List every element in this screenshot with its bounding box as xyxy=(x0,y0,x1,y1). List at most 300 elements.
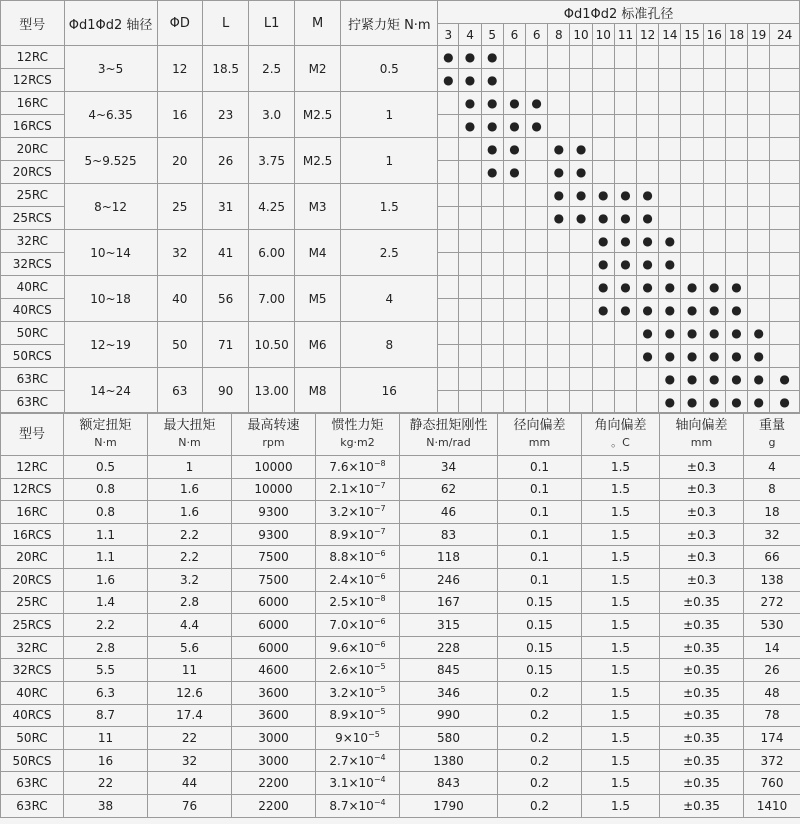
bore-dot-icon: ● xyxy=(659,391,681,414)
weight-cell: 32 xyxy=(744,523,800,546)
table-row xyxy=(1,659,800,682)
perf-header-unit: mm xyxy=(690,436,713,449)
bore-empty-cell xyxy=(592,322,614,345)
bore-dot-icon: ● xyxy=(481,46,503,69)
radial-cell: 0.1 xyxy=(498,501,582,524)
bore-size-10: 14 xyxy=(659,24,681,46)
max-cell: 17.4 xyxy=(148,704,232,727)
angular-cell: 1.5 xyxy=(582,614,660,637)
table-row xyxy=(1,636,800,659)
bore-dot-icon: ● xyxy=(481,115,503,138)
bore-empty-cell xyxy=(548,92,570,115)
bore-dot-icon: ● xyxy=(703,322,725,345)
spec-row xyxy=(1,322,800,345)
bore-empty-cell xyxy=(703,115,725,138)
radial-cell: 0.2 xyxy=(498,749,582,772)
weight-cell: 14 xyxy=(744,636,800,659)
max-cell: 32 xyxy=(148,749,232,772)
angular-cell: 1.5 xyxy=(582,568,660,591)
table-row xyxy=(1,456,800,479)
bore-empty-cell xyxy=(703,207,725,230)
rated-cell: 2.8 xyxy=(64,636,148,659)
bore-empty-cell xyxy=(503,69,525,92)
axial-cell: ±0.35 xyxy=(660,794,744,817)
table-row xyxy=(1,704,800,727)
bore-empty-cell xyxy=(548,46,570,69)
bore-empty-cell xyxy=(592,345,614,368)
inertia-exponent: −5 xyxy=(373,684,386,694)
speed-cell: 3600 xyxy=(232,681,316,704)
torque-cell: 1.5 xyxy=(341,184,438,230)
bore-dot-icon: ● xyxy=(503,161,525,184)
bore-empty-cell xyxy=(438,161,459,184)
inertia-exponent: −7 xyxy=(373,481,386,491)
bore-empty-cell xyxy=(725,92,747,115)
bore-empty-cell xyxy=(548,230,570,253)
max-cell: 12.6 xyxy=(148,681,232,704)
bore-empty-cell xyxy=(681,230,703,253)
header-od: ΦD xyxy=(157,1,202,46)
bore-empty-cell xyxy=(703,184,725,207)
bore-empty-cell xyxy=(748,69,770,92)
bore-empty-cell xyxy=(570,299,592,322)
bore-empty-cell xyxy=(703,253,725,276)
bore-range-cell: 14~24 xyxy=(64,368,157,414)
bore-dot-icon: ● xyxy=(703,276,725,299)
axial-cell: ±0.35 xyxy=(660,659,744,682)
bore-dot-icon: ● xyxy=(592,230,614,253)
bore-empty-cell xyxy=(481,253,503,276)
radial-cell: 0.1 xyxy=(498,456,582,479)
weight-cell: 26 xyxy=(744,659,800,682)
axial-cell: ±0.35 xyxy=(660,636,744,659)
od-cell: 32 xyxy=(157,230,202,276)
speed-cell: 3000 xyxy=(232,749,316,772)
angular-cell: 1.5 xyxy=(582,591,660,614)
bore-dot-icon: ● xyxy=(703,299,725,322)
bore-dot-icon: ● xyxy=(703,368,725,391)
inertia-cell xyxy=(316,546,400,569)
perf-header-3 xyxy=(232,413,316,456)
inertia-exponent: −8 xyxy=(373,594,386,604)
l-cell: 31 xyxy=(202,184,248,230)
performance-table xyxy=(0,412,800,818)
angular-cell: 1.5 xyxy=(582,523,660,546)
angular-cell: 1.5 xyxy=(582,659,660,682)
inertia-exponent: −5 xyxy=(373,662,386,672)
bore-empty-cell xyxy=(770,207,800,230)
perf-header-2 xyxy=(148,413,232,456)
bore-size-4: 6 xyxy=(526,24,548,46)
speed-cell: 9300 xyxy=(232,501,316,524)
bore-empty-cell xyxy=(526,276,548,299)
bore-empty-cell xyxy=(748,207,770,230)
model-cell: 12RCS xyxy=(1,478,64,501)
bore-range-cell: 5~9.525 xyxy=(64,138,157,184)
inertia-exponent: −6 xyxy=(373,616,386,626)
bore-empty-cell xyxy=(548,368,570,391)
bore-empty-cell xyxy=(526,391,548,414)
inertia-cell xyxy=(316,591,400,614)
l1-cell: 4.25 xyxy=(249,184,294,230)
bore-empty-cell xyxy=(503,322,525,345)
bore-empty-cell xyxy=(681,253,703,276)
bore-empty-cell xyxy=(459,184,481,207)
bore-empty-cell xyxy=(570,92,592,115)
perf-header-label: 静态扭矩刚性 xyxy=(409,418,488,433)
model-cell: 32RCS xyxy=(1,659,64,682)
speed-cell: 6000 xyxy=(232,591,316,614)
bore-empty-cell xyxy=(614,368,636,391)
bore-size-14: 19 xyxy=(748,24,770,46)
inertia-base: 2.6×10 xyxy=(329,663,374,678)
perf-header-6 xyxy=(498,413,582,456)
bore-empty-cell xyxy=(570,69,592,92)
bore-range-cell: 3~5 xyxy=(64,46,157,92)
inertia-base: 8.7×10 xyxy=(329,798,374,813)
bore-empty-cell xyxy=(703,138,725,161)
inertia-base: 7.0×10 xyxy=(329,617,374,632)
inertia-exponent: −8 xyxy=(373,458,386,468)
bore-empty-cell xyxy=(459,368,481,391)
bore-dot-icon: ● xyxy=(570,184,592,207)
stiffness-cell: 580 xyxy=(400,727,498,750)
table-row xyxy=(1,591,800,614)
max-cell: 44 xyxy=(148,772,232,795)
bore-dot-icon: ● xyxy=(659,276,681,299)
inertia-base: 2.7×10 xyxy=(329,753,374,768)
bore-dot-icon: ● xyxy=(681,276,703,299)
bore-empty-cell xyxy=(637,368,659,391)
header-torque: 拧紧力矩 N·m xyxy=(341,1,438,46)
bore-empty-cell xyxy=(770,322,800,345)
perf-header-4 xyxy=(316,413,400,456)
rated-cell: 2.2 xyxy=(64,614,148,637)
inertia-cell xyxy=(316,681,400,704)
model-cell: 40RC xyxy=(1,276,65,299)
bore-dot-icon: ● xyxy=(637,299,659,322)
angular-cell: 1.5 xyxy=(582,546,660,569)
bore-empty-cell xyxy=(592,391,614,414)
inertia-exponent: −7 xyxy=(373,503,386,513)
weight-cell: 8 xyxy=(744,478,800,501)
spec-row xyxy=(1,276,800,299)
axial-cell: ±0.35 xyxy=(660,727,744,750)
inertia-cell xyxy=(316,614,400,637)
bore-empty-cell xyxy=(770,46,800,69)
bore-dot-icon: ● xyxy=(681,368,703,391)
bore-empty-cell xyxy=(438,322,459,345)
bore-empty-cell xyxy=(770,345,800,368)
inertia-base: 3.2×10 xyxy=(329,504,374,519)
bore-empty-cell xyxy=(681,92,703,115)
bore-dot-icon: ● xyxy=(637,184,659,207)
bore-empty-cell xyxy=(503,276,525,299)
table-row xyxy=(1,749,800,772)
angular-cell: 1.5 xyxy=(582,456,660,479)
bore-empty-cell xyxy=(748,138,770,161)
bore-empty-cell xyxy=(526,138,548,161)
angular-cell: 1.5 xyxy=(582,794,660,817)
perf-header-label: 型号 xyxy=(18,426,45,442)
bore-dot-icon: ● xyxy=(592,276,614,299)
bore-empty-cell xyxy=(748,230,770,253)
max-cell: 11 xyxy=(148,659,232,682)
bore-dot-icon: ● xyxy=(548,161,570,184)
weight-cell: 272 xyxy=(744,591,800,614)
bore-dot-icon: ● xyxy=(592,253,614,276)
table-row xyxy=(1,614,800,637)
bore-empty-cell xyxy=(659,69,681,92)
table-row xyxy=(1,478,800,501)
bore-dot-icon: ● xyxy=(681,299,703,322)
bore-empty-cell xyxy=(592,69,614,92)
model-cell: 63RC xyxy=(1,794,64,817)
bore-empty-cell xyxy=(548,69,570,92)
model-cell: 16RC xyxy=(1,92,65,115)
l1-cell: 3.75 xyxy=(249,138,294,184)
bore-size-7: 10 xyxy=(592,24,614,46)
bore-empty-cell xyxy=(681,115,703,138)
bore-empty-cell xyxy=(659,138,681,161)
bore-empty-cell xyxy=(526,207,548,230)
bore-empty-cell xyxy=(748,161,770,184)
perf-header-unit: N·m/rad xyxy=(426,436,471,449)
l-cell: 41 xyxy=(202,230,248,276)
bore-empty-cell xyxy=(459,345,481,368)
model-cell: 20RC xyxy=(1,138,65,161)
model-cell: 16RCS xyxy=(1,115,65,138)
radial-cell: 0.2 xyxy=(498,727,582,750)
bore-size-13: 18 xyxy=(725,24,747,46)
bore-empty-cell xyxy=(614,391,636,414)
bore-empty-cell xyxy=(681,46,703,69)
bore-empty-cell xyxy=(748,299,770,322)
bore-empty-cell xyxy=(548,253,570,276)
bore-empty-cell xyxy=(570,368,592,391)
bore-dot-icon: ● xyxy=(570,138,592,161)
table-row xyxy=(1,546,800,569)
bore-dot-icon: ● xyxy=(725,299,747,322)
torque-cell: 8 xyxy=(341,322,438,368)
bore-empty-cell xyxy=(438,391,459,414)
bore-empty-cell xyxy=(725,230,747,253)
bore-dot-icon: ● xyxy=(637,253,659,276)
radial-cell: 0.15 xyxy=(498,636,582,659)
spec-row xyxy=(1,92,800,115)
bore-empty-cell xyxy=(637,391,659,414)
speed-cell: 2200 xyxy=(232,772,316,795)
perf-header-7 xyxy=(582,413,660,456)
bore-empty-cell xyxy=(592,92,614,115)
bore-empty-cell xyxy=(503,207,525,230)
table-row xyxy=(1,523,800,546)
bore-dot-icon: ● xyxy=(481,161,503,184)
bore-empty-cell xyxy=(659,46,681,69)
bore-empty-cell xyxy=(592,138,614,161)
bore-empty-cell xyxy=(503,230,525,253)
speed-cell: 4600 xyxy=(232,659,316,682)
bore-empty-cell xyxy=(459,138,481,161)
header-m: M xyxy=(294,1,340,46)
rated-cell: 1.1 xyxy=(64,523,148,546)
bore-empty-cell xyxy=(770,184,800,207)
bore-dot-icon: ● xyxy=(659,230,681,253)
header-l: L xyxy=(202,1,248,46)
weight-cell: 372 xyxy=(744,749,800,772)
table-row xyxy=(1,772,800,795)
torque-cell: 0.5 xyxy=(341,46,438,92)
perf-header-unit: g xyxy=(768,436,776,449)
bore-empty-cell xyxy=(459,299,481,322)
bore-dot-icon: ● xyxy=(725,322,747,345)
bore-empty-cell xyxy=(459,161,481,184)
bore-empty-cell xyxy=(438,345,459,368)
bore-dot-icon: ● xyxy=(614,184,636,207)
header-std-bore: Φd1Φd2 标准孔径 xyxy=(438,1,800,24)
bore-empty-cell xyxy=(770,92,800,115)
bore-dot-icon: ● xyxy=(748,345,770,368)
m-cell: M8 xyxy=(294,368,340,414)
radial-cell: 0.15 xyxy=(498,614,582,637)
rated-cell: 1.4 xyxy=(64,591,148,614)
bore-empty-cell xyxy=(570,230,592,253)
bore-empty-cell xyxy=(548,391,570,414)
bore-empty-cell xyxy=(659,92,681,115)
bore-dot-icon: ● xyxy=(637,276,659,299)
bore-dot-icon: ● xyxy=(770,391,800,414)
bore-empty-cell xyxy=(481,391,503,414)
stiffness-cell: 1790 xyxy=(400,794,498,817)
speed-cell: 7500 xyxy=(232,546,316,569)
bore-dot-icon: ● xyxy=(614,230,636,253)
bore-empty-cell xyxy=(503,299,525,322)
bore-empty-cell xyxy=(725,138,747,161)
inertia-base: 7.6×10 xyxy=(329,459,374,474)
axial-cell: ±0.35 xyxy=(660,681,744,704)
l1-cell: 7.00 xyxy=(249,276,294,322)
bore-empty-cell xyxy=(770,276,800,299)
bore-empty-cell xyxy=(438,138,459,161)
bore-empty-cell xyxy=(481,184,503,207)
od-cell: 63 xyxy=(157,368,202,414)
bore-dot-icon: ● xyxy=(725,391,747,414)
spec-row xyxy=(1,184,800,207)
bore-dot-icon: ● xyxy=(637,207,659,230)
weight-cell: 66 xyxy=(744,546,800,569)
axial-cell: ±0.3 xyxy=(660,546,744,569)
max-cell: 2.2 xyxy=(148,546,232,569)
bore-empty-cell xyxy=(681,138,703,161)
perf-header-unit: mm xyxy=(528,436,551,449)
inertia-base: 3.1×10 xyxy=(329,776,374,791)
perf-header-8 xyxy=(660,413,744,456)
bore-empty-cell xyxy=(659,184,681,207)
bore-dot-icon: ● xyxy=(481,138,503,161)
bore-empty-cell xyxy=(592,368,614,391)
inertia-base: 2.5×10 xyxy=(329,595,374,610)
header-bore-range: Φd1Φd2 轴径 xyxy=(64,1,157,46)
bore-size-11: 15 xyxy=(681,24,703,46)
angular-cell: 1.5 xyxy=(582,636,660,659)
model-cell: 25RC xyxy=(1,184,65,207)
l-cell: 18.5 xyxy=(202,46,248,92)
model-cell: 40RC xyxy=(1,681,64,704)
bore-empty-cell xyxy=(748,115,770,138)
weight-cell: 760 xyxy=(744,772,800,795)
rated-cell: 11 xyxy=(64,727,148,750)
bore-dot-icon: ● xyxy=(725,345,747,368)
angular-cell: 1.5 xyxy=(582,727,660,750)
axial-cell: ±0.35 xyxy=(660,704,744,727)
radial-cell: 0.2 xyxy=(498,794,582,817)
bore-empty-cell xyxy=(725,69,747,92)
bore-empty-cell xyxy=(526,230,548,253)
torque-cell: 2.5 xyxy=(341,230,438,276)
max-cell: 5.6 xyxy=(148,636,232,659)
l-cell: 56 xyxy=(202,276,248,322)
stiffness-cell: 46 xyxy=(400,501,498,524)
perf-header-unit: rpm xyxy=(262,436,285,449)
bore-empty-cell xyxy=(681,207,703,230)
inertia-exponent: −7 xyxy=(373,526,386,536)
bore-dot-icon: ● xyxy=(659,345,681,368)
bore-empty-cell xyxy=(637,69,659,92)
bore-empty-cell xyxy=(637,92,659,115)
model-cell: 40RCS xyxy=(1,299,65,322)
rated-cell: 16 xyxy=(64,749,148,772)
weight-cell: 530 xyxy=(744,614,800,637)
bore-empty-cell xyxy=(438,276,459,299)
rated-cell: 8.7 xyxy=(64,704,148,727)
bore-size-6: 10 xyxy=(570,24,592,46)
l-cell: 71 xyxy=(202,322,248,368)
bore-empty-cell xyxy=(503,253,525,276)
bore-empty-cell xyxy=(614,115,636,138)
axial-cell: ±0.3 xyxy=(660,501,744,524)
bore-empty-cell xyxy=(503,368,525,391)
bore-empty-cell xyxy=(503,46,525,69)
bore-dot-icon: ● xyxy=(614,299,636,322)
bore-empty-cell xyxy=(570,391,592,414)
bore-empty-cell xyxy=(459,322,481,345)
axial-cell: ±0.35 xyxy=(660,749,744,772)
bore-dot-icon: ● xyxy=(770,368,800,391)
weight-cell: 174 xyxy=(744,727,800,750)
perf-header-1 xyxy=(64,413,148,456)
perf-header-unit: N·m xyxy=(178,436,201,449)
inertia-base: 2.4×10 xyxy=(329,572,374,587)
bore-empty-cell xyxy=(570,253,592,276)
weight-cell: 1410 xyxy=(744,794,800,817)
radial-cell: 0.1 xyxy=(498,568,582,591)
torque-cell: 16 xyxy=(341,368,438,414)
max-cell: 1 xyxy=(148,456,232,479)
bore-empty-cell xyxy=(481,299,503,322)
model-cell: 20RCS xyxy=(1,568,64,591)
spec-row xyxy=(1,230,800,253)
bore-dot-icon: ● xyxy=(659,322,681,345)
bore-empty-cell xyxy=(548,115,570,138)
table-row xyxy=(1,681,800,704)
l-cell: 90 xyxy=(202,368,248,414)
l1-cell: 2.5 xyxy=(249,46,294,92)
bore-range-cell: 10~14 xyxy=(64,230,157,276)
radial-cell: 0.2 xyxy=(498,681,582,704)
bore-size-5: 8 xyxy=(548,24,570,46)
bore-empty-cell xyxy=(770,253,800,276)
axial-cell: ±0.3 xyxy=(660,456,744,479)
